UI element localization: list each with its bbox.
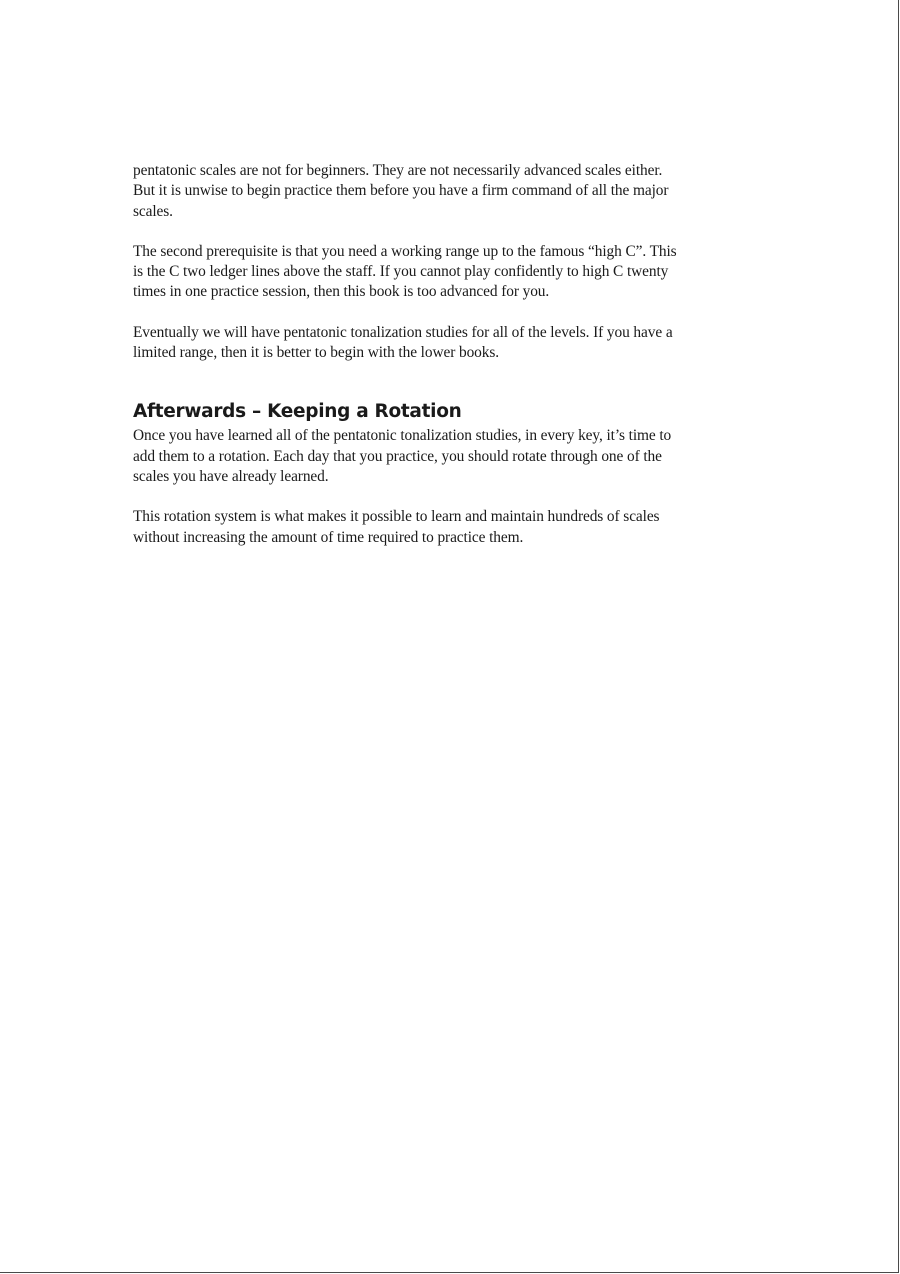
paragraph-prerequisite-scales: [133, 161, 773, 222]
paragraph-rotation-intro: [133, 426, 773, 487]
text-line: scales you have already learned.: [133, 467, 329, 485]
text-line: times in one practice session, then this book is too advanced for you.: [133, 283, 550, 301]
text-line: The second prerequisite is that you need a working range up to the famous “high C”. This: [133, 242, 677, 260]
paragraph-rotation-system: [133, 507, 773, 548]
text-line: Once you have learned all of the pentatonic tonalization studies, in every key, it’s time to: [133, 427, 672, 445]
text-line: scales.: [133, 202, 173, 220]
text-line: add them to a rotation. Each day that you practice, you should rotate through one of the: [133, 447, 662, 465]
page-content: [133, 161, 773, 568]
paragraph-prerequisite-range: [133, 242, 773, 303]
text-line: pentatonic scales are not for beginners. They are not necessarily advanced scales either.: [133, 162, 663, 179]
text-line: Eventually we will have pentatonic tonalization studies for all of the levels. If you have a: [133, 323, 673, 341]
text-line: This rotation system is what makes it possible to learn and maintain hundreds of scales: [133, 508, 660, 526]
paragraph-levels: [133, 323, 773, 364]
text-line: is the C two ledger lines above the staff. If you cannot play confidently to high C twenty: [133, 263, 669, 281]
text-line: without increasing the amount of time required to practice them.: [133, 528, 524, 546]
section-heading: Afterwards – Keeping a Rotation: [133, 401, 462, 423]
text-line: limited range, then it is better to begin with the lower books.: [133, 344, 499, 362]
text-line: But it is unwise to begin practice them before you have a firm command of all the major: [133, 182, 669, 200]
